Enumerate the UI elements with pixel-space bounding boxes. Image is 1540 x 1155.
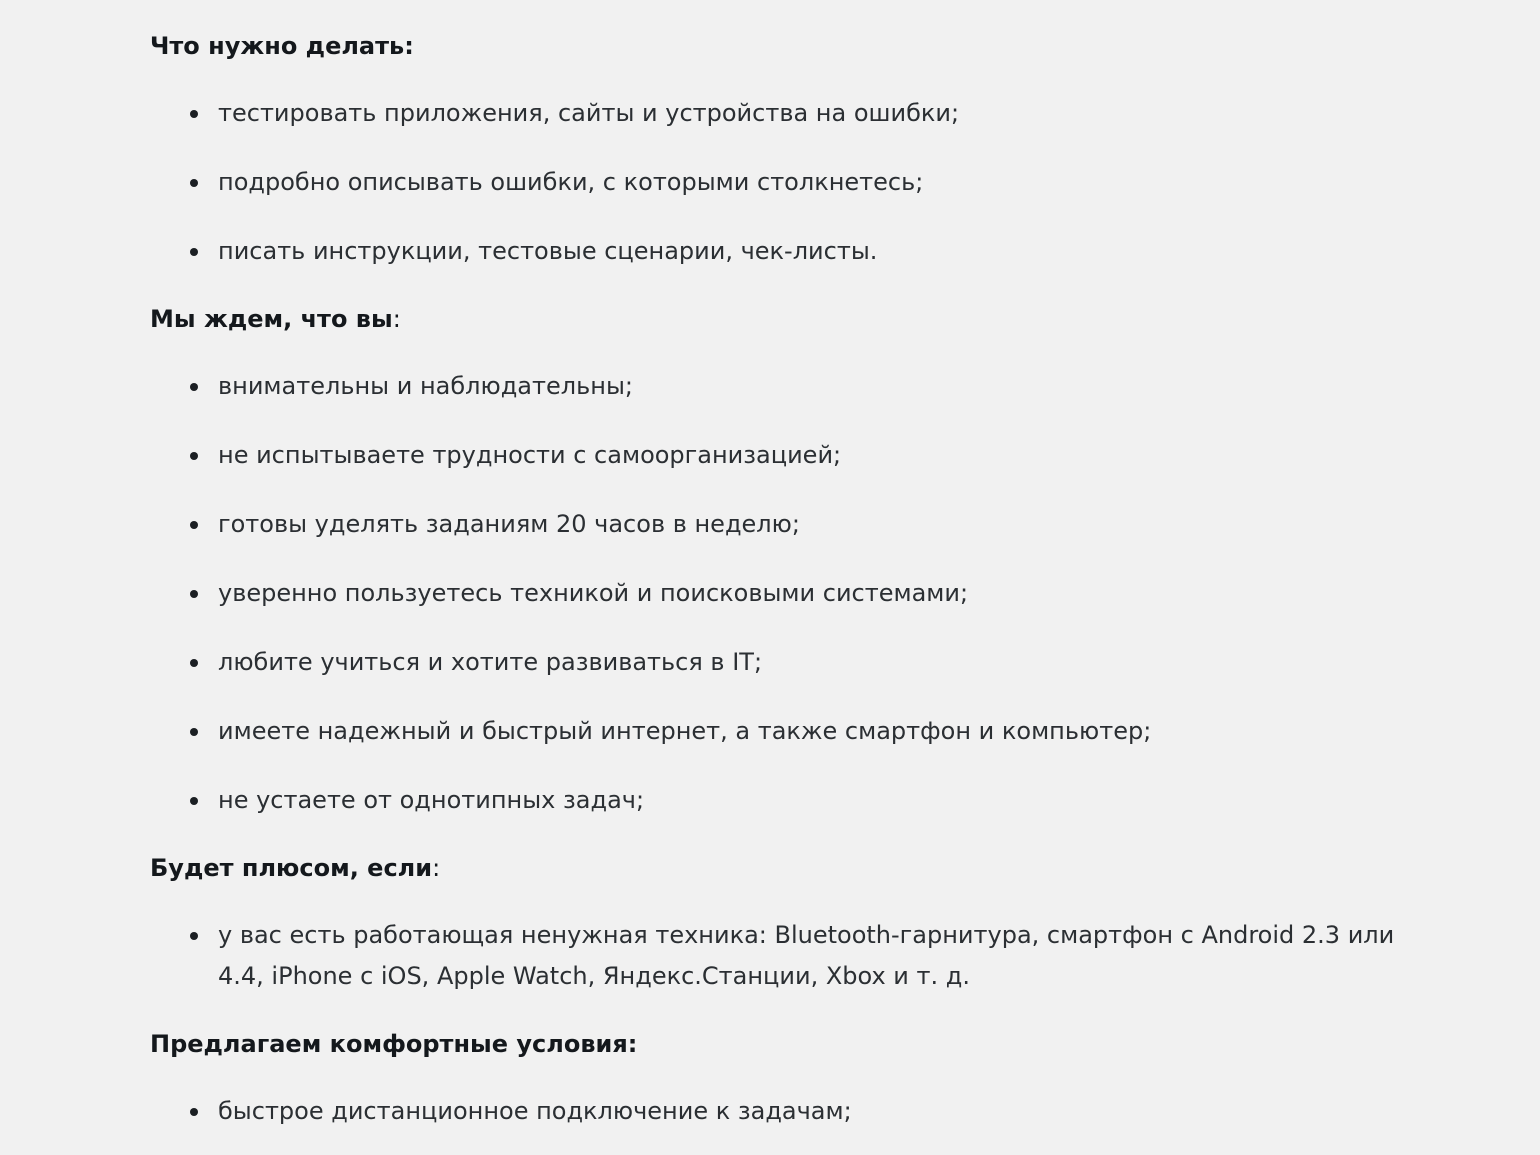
section-heading-bonus: Будет плюсом, если:: [150, 854, 441, 882]
list-item: быстрое дистанционное подключение к задачам;: [150, 1091, 1430, 1132]
bullet-icon: [190, 590, 198, 598]
list-item: имеете надежный и быстрый интернет, а также смартфон и компьютер;: [150, 711, 1430, 752]
expectations-list: [150, 366, 1430, 821]
bullet-icon: [190, 383, 198, 391]
bullet-icon: [190, 452, 198, 460]
list-item: не испытываете трудности с самоорганизацией;: [150, 435, 1430, 476]
section-heading-conditions: Предлагаем комфортные условия:: [150, 1030, 638, 1058]
list-item: тестировать приложения, сайты и устройства на ошибки;: [150, 93, 1430, 134]
section-heading-tasks: Что нужно делать:: [150, 32, 414, 60]
bullet-icon: [190, 797, 198, 805]
bullet-icon: [190, 521, 198, 529]
list-item: у вас есть работающая ненужная техника: Bluetooth-гарнитура, смартфон с Android 2.3 или 4.4, iPhone с iOS, Apple Watch, Яндекс.Станции, Xbox и т. д.: [150, 915, 1430, 997]
bullet-icon: [190, 932, 198, 940]
list-item: не устаете от однотипных задач;: [150, 780, 1430, 821]
list-item: готовы уделять заданиям 20 часов в неделю;: [150, 504, 1430, 545]
bullet-icon: [190, 728, 198, 736]
bonus-list: [150, 915, 1430, 997]
bullet-icon: [190, 248, 198, 256]
bullet-icon: [190, 1108, 198, 1116]
list-item: уверенно пользуетесь техникой и поисковыми системами;: [150, 573, 1430, 614]
list-item: внимательны и наблюдательны;: [150, 366, 1430, 407]
list-item: любите учиться и хотите развиваться в IT;: [150, 642, 1430, 683]
list-item: писать инструкции, тестовые сценарии, чек-листы.: [150, 231, 1430, 272]
bullet-icon: [190, 110, 198, 118]
list-item: подробно описывать ошибки, с которыми столкнетесь;: [150, 162, 1430, 203]
bullet-icon: [190, 659, 198, 667]
tasks-list: [150, 93, 1430, 272]
conditions-list: [150, 1091, 1430, 1132]
bullet-icon: [190, 179, 198, 187]
section-heading-expectations: Мы ждем, что вы:: [150, 305, 401, 333]
